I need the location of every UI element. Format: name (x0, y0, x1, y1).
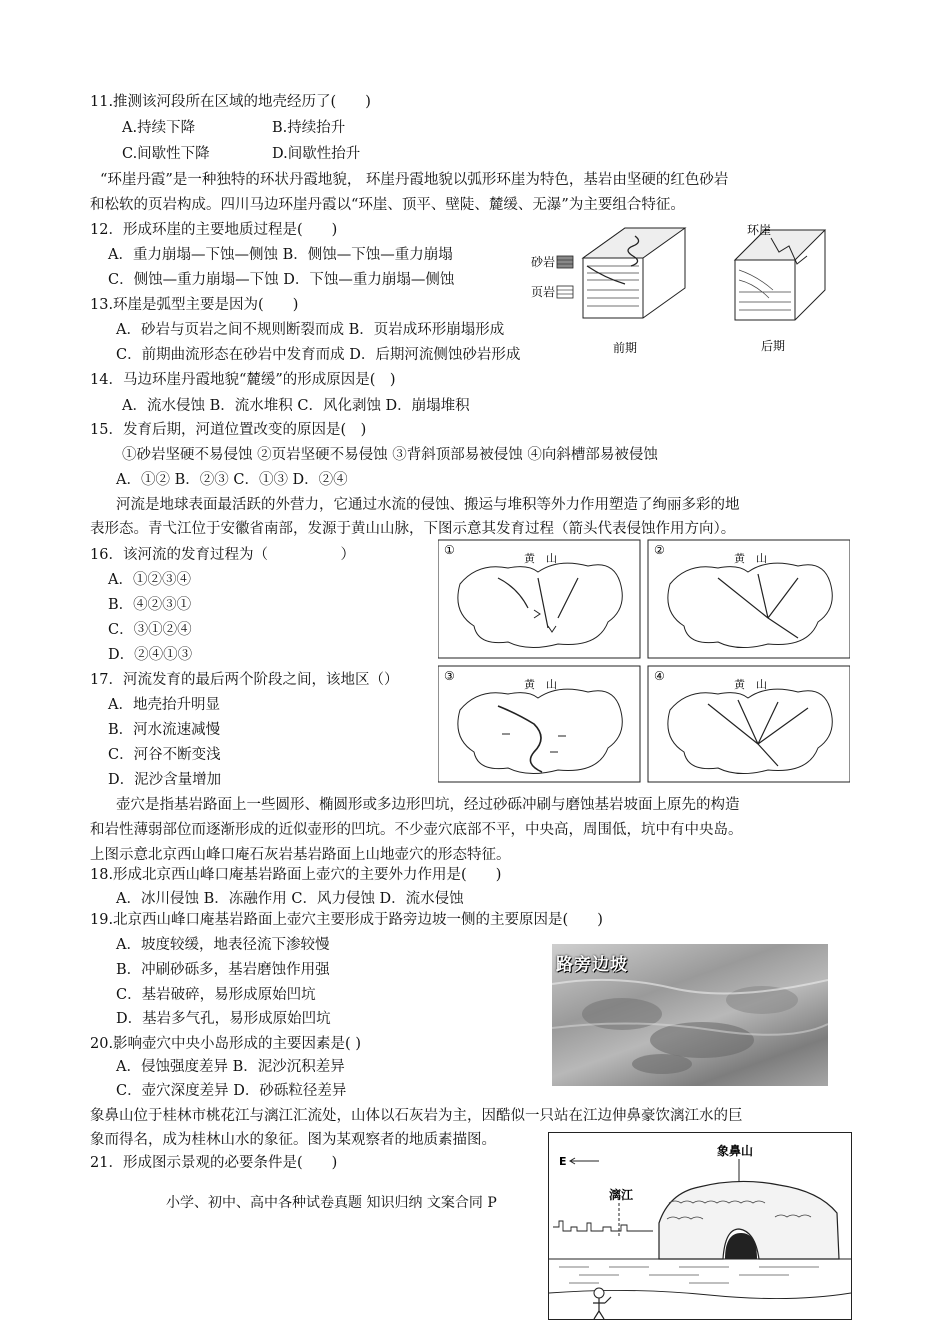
q19-option-a: A．坡度较缓，地表径流下渗较慢 (116, 937, 330, 953)
stage-panel-4 (648, 666, 850, 782)
svg-text:③: ③ (444, 669, 455, 683)
q13-options-cd: C．前期曲流形态在砂岩中发育而成 D．后期河流侧蚀砂岩形成 (116, 347, 521, 363)
q11-option-b: B.持续抬升 (272, 120, 346, 136)
east-label: E (559, 1155, 567, 1168)
passage3-line1: 壶穴是指基岩路面上一些圆形、椭圆形或多边形凹坑，经过砂砾冲刷与磨蚀基岩坡面上原先的构造 (116, 797, 740, 813)
cliff-label: 环崖 (747, 223, 772, 237)
stage-panel-2 (648, 540, 850, 658)
q15-stem: 15．发育后期，河道位置改变的原因是( ) (90, 422, 367, 438)
stage-panel-3 (438, 666, 640, 782)
early-label: 前期 (613, 341, 638, 355)
river-label: 漓江 (609, 1188, 634, 1202)
q20-stem: 20.影响壶穴中央小岛形成的主要因素是( ) (90, 1036, 361, 1052)
svg-text:黄 山: 黄 山 (524, 678, 557, 691)
q19-stem: 19.北京西山峰口庵基岩路面上壶穴主要形成于路旁边坡一侧的主要原因是( ) (90, 912, 603, 928)
photo-label: 路旁边坡 (556, 955, 628, 975)
stage-panel-1 (438, 540, 640, 658)
q16-option-a: A．①②③④ (108, 572, 191, 588)
q16-option-c: C．③①②④ (108, 622, 192, 638)
q19-option-d: D．基岩多气孔，易形成原始凹坑 (116, 1011, 331, 1027)
q14-stem: 14．马边环崖丹霞地貌“麓缓”的形成原因是( ) (90, 372, 396, 388)
svg-text:黄 山: 黄 山 (734, 678, 767, 691)
q16-option-b: B．④②③① (108, 597, 192, 613)
svg-text:黄 山: 黄 山 (734, 552, 767, 565)
q17-option-d: D．泥沙含量增加 (108, 772, 222, 788)
q17-option-a: A．地壳抬升明显 (108, 697, 220, 713)
q16-option-d: D．②④①③ (108, 647, 193, 663)
q17-option-b: B．河水流速减慢 (108, 722, 221, 738)
passage3-line3: 上图示意北京西山峰口庵石灰岩基岩路面上山地壶穴的形态特征。 (90, 847, 511, 863)
q11-option-d: D.间歇性抬升 (272, 146, 361, 162)
mountain-label: 象鼻山 (717, 1144, 754, 1158)
q15-items: ①砂岩坚硬不易侵蚀 ②页岩坚硬不易侵蚀 ③背斜顶部易被侵蚀 ④向斜槽部易被侵蚀 (122, 447, 658, 463)
q12-stem: 12．形成环崖的主要地质过程是( ) (90, 222, 338, 238)
footer-text: 小学、初中、高中各种试卷真题 知识归纳 文案合同 P (166, 1195, 497, 1211)
passage4-line1: 象鼻山位于桂林市桃花江与漓江汇流处，山体以石灰岩为主，因酷似一只站在江边伸鼻豪饮漓江水的巨 (90, 1108, 743, 1124)
q14-options: A．流水侵蚀 B．流水堆积 C．风化剥蚀 D．崩塌堆积 (122, 398, 470, 414)
q15-options: A．①② B．②③ C．①③ D．②④ (116, 472, 348, 488)
q11-stem: 11.推测该河段所在区域的地壳经历了( ) (90, 94, 371, 110)
passage4-line2: 象而得名，成为桂林山水的象征。图为某观察者的地质素描图。 (90, 1132, 496, 1148)
svg-text:黄 山: 黄 山 (524, 552, 557, 565)
svg-text:②: ② (654, 543, 665, 557)
q11-option-c: C.间歇性下降 (122, 146, 210, 162)
passage3-line2: 和岩性薄弱部位而逐渐形成的近似壶形的凹坑。不少壶穴底部不平，中央高，周围低，坑中有中央岛。 (90, 822, 743, 838)
q19-option-b: B．冲刷砂砾多，基岩磨蚀作用强 (116, 962, 330, 978)
q18-options: A．冰川侵蚀 B．冻融作用 C．风力侵蚀 D．流水侵蚀 (116, 891, 464, 907)
svg-text:①: ① (444, 543, 455, 557)
q20-options-cd: C．壶穴深度差异 D．砂砾粒径差异 (116, 1083, 347, 1099)
q12-options-cd: C．侧蚀—重力崩塌—下蚀 D．下蚀—重力崩塌—侧蚀 (108, 272, 455, 288)
pothole-photo (552, 944, 828, 1086)
passage1-line2: 和松软的页岩构成。四川马边环崖丹霞以“环崖、顶平、壁陡、麓缓、无瀑”为主要组合特征。 (90, 197, 685, 213)
q12-options-ab: A．重力崩塌—下蚀—侧蚀 B．侧蚀—下蚀—重力崩塌 (108, 247, 453, 263)
q17-option-c: C．河谷不断变浅 (108, 747, 221, 763)
q20-options-ab: A．侵蚀强度差异 B．泥沙沉积差异 (116, 1059, 345, 1075)
q16-stem: 16．该河流的发育过程为（ ） (90, 547, 355, 563)
q21-stem: 21．形成图示景观的必要条件是( ) (90, 1155, 338, 1171)
q13-options-ab: A．砂岩与页岩之间不规则断裂而成 B．页岩成环形崩塌形成 (116, 322, 505, 338)
passage2-line1: 河流是地球表面最活跃的外营力，它通过水流的侵蚀、搬运与堆积等外力作用塑造了绚丽多彩的地 (116, 497, 740, 513)
passage1-line1: “环崖丹霞”是一种独特的环状丹霞地貌， 环崖丹霞地貌以弧形环崖为特色，基岩由坚硬的红色砂岩 (100, 172, 729, 188)
svg-text:④: ④ (654, 669, 665, 683)
shale-label: 页岩 (531, 285, 556, 299)
river-stages-figure (438, 538, 850, 784)
q18-stem: 18.形成北京西山峰口庵基岩路面上壶穴的主要外力作用是( ) (90, 867, 502, 883)
late-label: 后期 (761, 339, 786, 353)
q19-option-c: C．基岩破碎，易形成原始凹坑 (116, 987, 316, 1003)
q17-stem: 17．河流发育的最后两个阶段之间，该地区（） (90, 672, 399, 688)
sandstone-label: 砂岩 (531, 255, 556, 269)
danxia-block-diagram (525, 218, 845, 358)
q13-stem: 13.环崖是弧型主要是因为( ) (90, 297, 299, 313)
q11-option-a: A.持续下降 (122, 120, 196, 136)
passage2-line2: 表形态。青弋江位于安徽省南部，发源于黄山山脉，下图示意其发育过程（箭头代表侵蚀作用方向）。 (90, 521, 736, 537)
elephant-hill-sketch (548, 1132, 852, 1320)
